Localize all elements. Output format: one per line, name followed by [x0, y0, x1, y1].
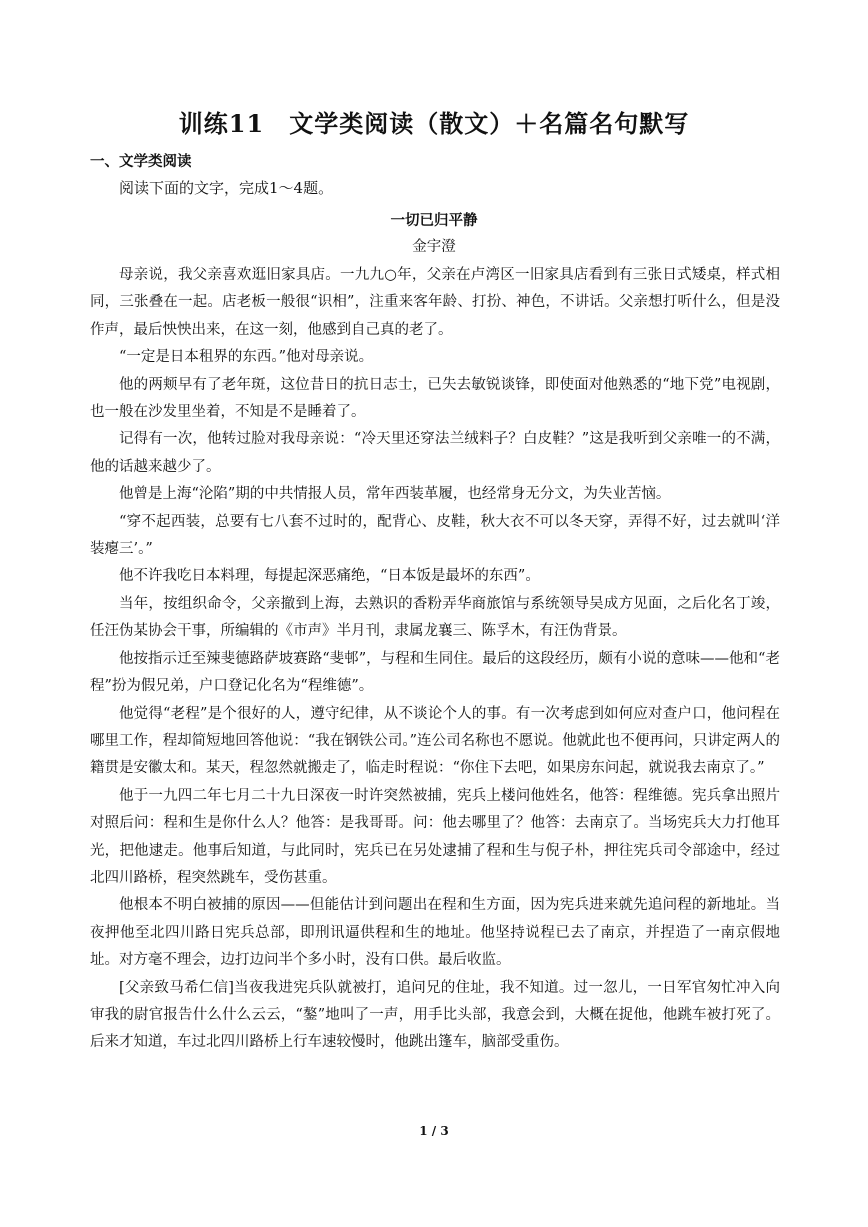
- paragraph-1: 母亲说，我父亲喜欢逛旧家具店。一九九○年，父亲在卢湾区一旧家具店看到有三张日式矮桌，样式相同，三张叠在一起。店老板一般很“识相”，注重来客年龄、打扮、神色，不讲话。父亲想打听什么，但是没作声，最后怏怏出来，在这一刻，他感到自己真的老了。: [90, 267, 780, 338]
- article-title: 一切已归平静: [390, 213, 478, 229]
- paragraph-11: 他于一九四二年七月二十九日深夜一时许突然被捕，宪兵上楼问他姓名，他答：程维德。宪兵拿出照片对照后问：程和生是你什么人？他答：是我哥哥。问：他去哪里了？他答：去南京了。当场宪兵大力打他耳光，把他逮走。他事后知道，与此同时，宪兵已在另处逮捕了程和生与倪子朴，押往宪兵司令部途中，经过北四川路桥，程突然跳车，受伤甚重。: [90, 787, 780, 886]
- article-author: 金宇澄: [412, 239, 456, 255]
- document-title: 训练11 文学类阅读（散文）＋名篇名句默写: [178, 109, 690, 138]
- page-number: 1 / 3: [419, 1124, 449, 1138]
- paragraph-4: 记得有一次，他转过脸对我母亲说：“冷天里还穿法兰绒料子？白皮鞋？”这是我听到父亲唯一的不满，他的话越来越少了。: [90, 431, 780, 475]
- paragraph-9: 他按指示迁至辣斐德路萨坡赛路“斐邨”，与程和生同住。最后的这段经历，颇有小说的意味——他和“老程”扮为假兄弟，户口登记化名为“程维德”。: [90, 650, 780, 695]
- paragraph-6: “穿不起西装，总要有七八套不过时的，配背心、皮鞋，秋大衣不可以冬天穿，弄得不好，过去就叫‘洋装瘪三’。”: [90, 513, 780, 558]
- paragraph-3: 他的两颊早有了老年斑，这位昔日的抗日志士，已失去敏锐谈锋，即使面对他熟悉的“地下党”电视剧，也一般在沙发里坐着，不知是不是睡着了。: [90, 376, 780, 421]
- paragraph-8: 当年，按组织命令，父亲撤到上海，去熟识的香粉弄华商旅馆与系统领导吴成方见面，之后化名丁竣，任汪伪某协会干事，所编辑的《市声》半月刊，隶属龙襄三、陈孚木，有汪伪背景。: [90, 595, 780, 640]
- paragraph-7: 他不许我吃日本料理，每提起深恶痛绝，“日本饭是最坏的东西”。: [119, 568, 540, 585]
- article-body: [90, 262, 780, 1057]
- paragraph-13: [父亲致马希仁信]当夜我进宪兵队就被打，追问兄的住址，我不知道。过一忽儿，一日军官匆忙冲入向审我的尉官报告什么什么云云，“鏊”地叫了一声，用手比头部，我意会到，大概在捉他，他跳车被打死了。后来才知道，车过北四川路桥上行车速较慢时，他跳出篷车，脑部受重伤。: [90, 979, 780, 1051]
- section-heading: 一、文学类阅读: [90, 154, 192, 170]
- paragraph-10: 他觉得“老程”是个很好的人，遵守纪律，从不谈论个人的事。有一次考虑到如何应对查户口，他问程在哪里工作，程却简短地回答他说：“我在钢铁公司。”连公司名称也不愿说。他就此也不便再问，只讲定两人的籍贯是安徽太和。某天，程忽然就搬走了，临走时程说：“你住下去吧，如果房东问起，就说我去南京了。”: [90, 705, 780, 777]
- paragraph-5: 他曾是上海“沦陷”期的中共情报人员，常年西装革履，也经常身无分文，为失业苦恼。: [119, 486, 671, 503]
- reading-instruction: 阅读下面的文字，完成1～4题。: [119, 179, 334, 197]
- paragraph-12: 他根本不明白被捕的原因——但能估计到问题出在程和生方面，因为宪兵进来就先追问程的新地址。当夜押他至北四川路日宪兵总部，即刑讯逼供程和生的地址。他坚持说程已去了南京，并捏造了一南京假地址。对方毫不理会，边打边问半个多小时，没有口供。最后收监。: [90, 897, 780, 969]
- paragraph-2: “一定是日本租界的东西。”他对母亲说。: [119, 349, 374, 366]
